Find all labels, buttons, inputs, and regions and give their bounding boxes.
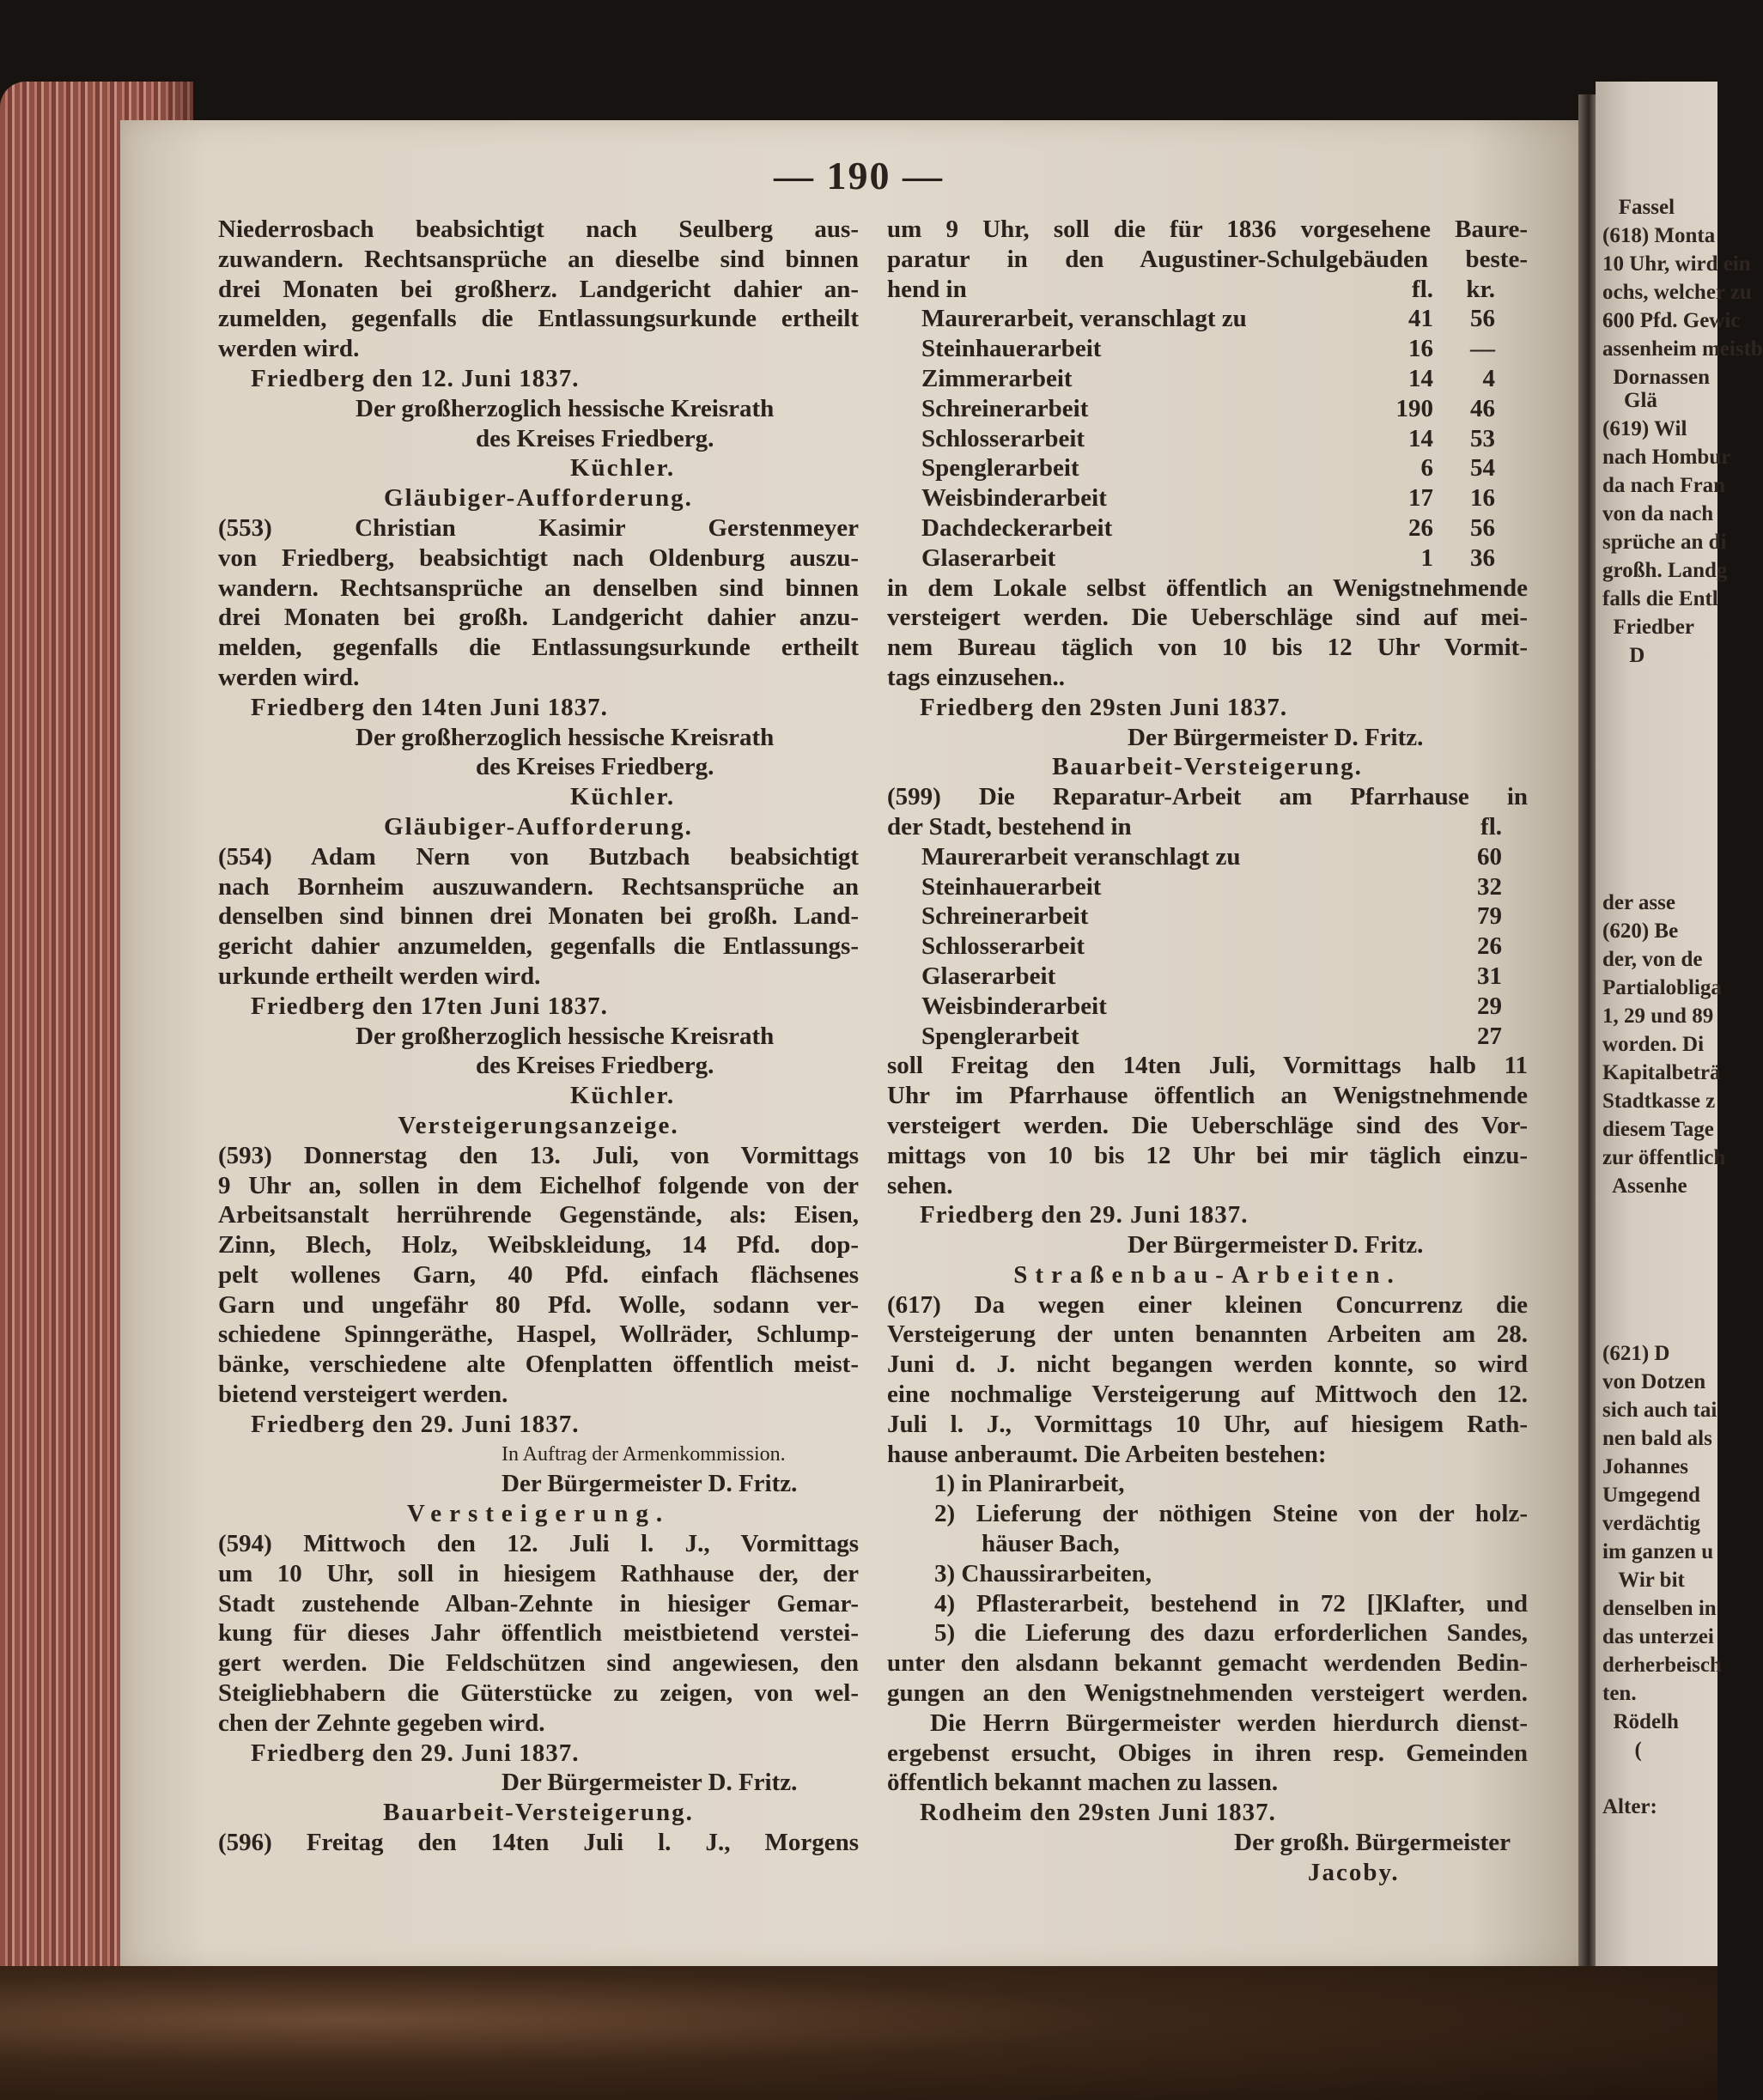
amount-florin: 32 [1477, 872, 1502, 901]
text-line: Fassel [1602, 196, 1675, 219]
work-item: der Stadt, bestehend in [887, 812, 1132, 841]
text-line: Der großherzoglich hessische Kreisrath [356, 394, 775, 422]
notice-heading: Bauarbeit-Versteigerung. [1052, 753, 1363, 781]
notice-heading: Straßenbau-Arbeiten. [1013, 1260, 1401, 1289]
text-line: 5) die Lieferung des dazu erforderlichen Sandes, [934, 1619, 1528, 1648]
text-line: (553) Christian Kasimir Gerstenmeyer [218, 513, 859, 542]
text-line: gericht dahier anzumelden, gegenfalls die Entlassungs- [218, 932, 859, 961]
text-line: derherbeisch [1602, 1654, 1722, 1677]
text-line: (621) D [1602, 1342, 1670, 1365]
work-item: Weisbinderarbeit [921, 992, 1107, 1020]
text-line: Der Bürgermeister D. Fritz. [502, 1470, 798, 1498]
facing-page-text-block [1602, 1339, 1722, 1821]
text-line: um 10 Uhr, soll in hiesigem Rathhause der, der [218, 1559, 859, 1587]
text-line: im ganzen u [1602, 1540, 1714, 1563]
text-line: Friedberg den 29sten Juni 1837. [920, 693, 1288, 721]
text-line: des Kreises Friedberg. [476, 1052, 714, 1080]
amount-florin: 190 [1395, 394, 1433, 422]
text-line: zur öffentlich [1602, 1146, 1726, 1169]
text-line: da nach Fran [1602, 474, 1726, 497]
text-line: sehen. [887, 1171, 953, 1199]
left-column [218, 215, 859, 1858]
text-line: Alter: [1602, 1795, 1657, 1818]
text-line: nem Bureau täglich von 10 bis 12 Uhr Vormit- [887, 634, 1528, 662]
text-line: denselben sind binnen drei Monaten bei großh. Land- [218, 902, 859, 931]
page-number: — 190 — [774, 154, 944, 197]
table-row [887, 932, 1528, 962]
notice-heading: Gläubiger-Aufforderung. [384, 812, 693, 841]
text-line: 3) Chaussirarbeiten, [934, 1559, 1152, 1587]
text-line: verdächtig [1602, 1512, 1700, 1535]
text-line: ochs, welcher zu [1602, 281, 1752, 304]
work-item: Glaserarbeit [921, 543, 1056, 572]
amount-florin: fl. [1480, 812, 1502, 841]
table-row [887, 543, 1528, 574]
text-line: Der großherzoglich hessische Kreisrath [356, 1022, 775, 1050]
text-line: 1, 29 und 89 [1602, 1004, 1714, 1028]
facing-page-text-block [1602, 889, 1725, 1200]
text-line: werden wird. [218, 663, 360, 691]
text-line: hause anberaumt. Die Arbeiten bestehen: [887, 1440, 1327, 1468]
text-line: Friedberg den 17ten Juni 1837. [251, 992, 608, 1020]
text-line: nach Bornheim auszuwandern. Rechtsansprüche an [218, 872, 859, 901]
text-line: Dornassen [1602, 366, 1711, 389]
text-line: schiedene Spinngeräthe, Haspel, Wollräder, Schlump- [218, 1320, 859, 1349]
text-line: Friedberg den 29. Juni 1837. [251, 1739, 580, 1767]
text-line: Umgegend [1602, 1484, 1700, 1507]
text-line: von Dotzen [1602, 1370, 1706, 1393]
amount-florin: 26 [1408, 513, 1433, 542]
text-line: nach Hombur [1602, 446, 1731, 469]
table-row [887, 394, 1528, 424]
table-row [887, 483, 1528, 513]
table-row [887, 872, 1528, 902]
text-line: Der großh. Bürgermeister [1234, 1829, 1511, 1857]
text-line: Küchler. [570, 454, 676, 483]
table-row [887, 453, 1528, 483]
amount-florin: 14 [1408, 364, 1433, 392]
amount-florin: 26 [1477, 932, 1502, 961]
text-line: Versteigerung der unten benannten Arbeiten am 28. [887, 1320, 1528, 1349]
text-line: Juni d. J. nicht begangen werden konnte, so wird [887, 1350, 1528, 1379]
text-line: Der großherzoglich hessische Kreisrath [356, 723, 775, 751]
work-item: Spenglerarbeit [921, 454, 1079, 483]
text-line: denselben in [1602, 1597, 1717, 1620]
text-line: Friedber [1602, 616, 1694, 639]
work-item: Steinhauerarbeit [921, 872, 1102, 901]
amount-kreuzer: 53 [1470, 424, 1495, 452]
amount-florin: 6 [1420, 454, 1433, 483]
text-line: Assenhe [1602, 1174, 1687, 1198]
work-item: Weisbinderarbeit [921, 484, 1107, 513]
text-line: Der Bürgermeister D. Fritz. [1128, 723, 1424, 751]
text-line: diesem Tage [1602, 1118, 1714, 1141]
text-line: (593) Donnerstag den 13. Juli, von Vormittags [218, 1141, 859, 1169]
text-line: melden, gegenfalls die Entlassungsurkunde ertheilt [218, 634, 859, 662]
work-item: Schlosserarbeit [921, 424, 1085, 452]
text-line: (619) Wil [1602, 417, 1687, 440]
text-line: in dem Lokale selbst öffentlich an Wenigstnehmende [887, 574, 1528, 602]
text-line: Jacoby. [1308, 1858, 1400, 1886]
amount-florin: 79 [1477, 902, 1502, 931]
table-row [887, 812, 1528, 842]
work-item: hend in [887, 275, 967, 303]
table-row [887, 992, 1528, 1022]
text-line: Der Bürgermeister D. Fritz. [502, 1769, 798, 1797]
text-line: Stadtkasse z [1602, 1089, 1716, 1113]
text-line: Rödelh [1602, 1710, 1679, 1733]
text-line: Küchler. [570, 1082, 676, 1110]
table-row [887, 424, 1528, 454]
text-line: Friedberg den 14ten Juni 1837. [251, 693, 608, 721]
work-item: Spenglerarbeit [921, 1022, 1079, 1050]
text-line: Johannes [1602, 1455, 1689, 1478]
text-line: des Kreises Friedberg. [476, 753, 714, 781]
amount-kreuzer: 4 [1482, 364, 1495, 392]
text-line: Rodheim den 29sten Juni 1837. [920, 1799, 1276, 1827]
work-item: Steinhauerarbeit [921, 335, 1102, 363]
notice-heading: Bauarbeit-Versteigerung. [383, 1799, 694, 1827]
text-line: Zinn, Blech, Holz, Weibskleidung, 14 Pfd. dop- [218, 1231, 859, 1259]
text-line: chen der Zehnte gegeben wird. [218, 1709, 545, 1737]
text-line: (554) Adam Nern von Butzbach beabsichtigt [218, 842, 859, 871]
amount-florin: 1 [1420, 543, 1433, 572]
amount-kreuzer: 16 [1470, 484, 1495, 513]
text-line: ( [1602, 1739, 1642, 1762]
amount-kreuzer: 54 [1470, 454, 1495, 483]
table-row [887, 364, 1528, 394]
text-line: urkunde ertheilt werden wird. [218, 962, 541, 990]
text-line: gungen an den Wenigstnehmenden versteigert werden. [887, 1679, 1528, 1708]
text-line: 9 Uhr an, sollen in dem Eichelhof folgende von der [218, 1171, 859, 1199]
notice-heading: Gläubiger-Aufforderung. [384, 484, 693, 513]
work-item: Schreinerarbeit [921, 394, 1089, 422]
text-line: 1) in Planirarbeit, [934, 1470, 1125, 1498]
text-line: großh. Landg [1602, 559, 1728, 582]
text-line: der asse [1602, 891, 1675, 914]
text-line: assenheim meistb [1602, 337, 1763, 361]
text-line: ten. [1602, 1682, 1637, 1705]
text-line: (617) Da wegen einer kleinen Concurrenz die [887, 1290, 1528, 1319]
text-line: unter den alsdann bekannt gemacht werdenden Bedin- [887, 1649, 1528, 1678]
table-row [887, 1022, 1528, 1052]
text-line: paratur in den Augustiner-Schulgebäuden beste- [887, 245, 1528, 273]
text-line: (620) Be [1602, 920, 1679, 943]
text-line: versteigert werden. Die Ueberschläge sind des Vor- [887, 1111, 1528, 1139]
text-line: Garn und ungefähr 80 Pfd. Wolle, sodann ver- [218, 1290, 859, 1319]
table-row [887, 513, 1528, 543]
work-item: Dachdeckerarbeit [921, 513, 1113, 542]
text-line: (599) Die Reparatur-Arbeit am Pfarrhause in [887, 783, 1528, 811]
text-line: Wir bit [1602, 1569, 1685, 1592]
text-line: worden. Di [1602, 1033, 1705, 1056]
text-line: (594) Mittwoch den 12. Juli l. J., Vormittags [218, 1530, 859, 1558]
text-line: ergebenst ersucht, Obiges in ihren resp. Gemeinden [887, 1739, 1528, 1767]
amount-florin: 27 [1477, 1022, 1502, 1050]
amount-kreuzer: — [1470, 335, 1495, 363]
text-line: Der Bürgermeister D. Fritz. [1128, 1231, 1424, 1259]
amount-kreuzer: 36 [1470, 543, 1495, 572]
text-line: 2) Lieferung der nöthigen Steine von der holz- [934, 1500, 1528, 1528]
text-line: Friedberg den 29. Juni 1837. [251, 1410, 580, 1438]
table-row [887, 275, 1528, 305]
text-line: sich auch tai [1602, 1399, 1717, 1422]
text-line: Niederrosbach beabsichtigt nach Seulberg aus- [218, 215, 859, 243]
work-item: Maurerarbeit, veranschlagt zu [921, 305, 1247, 333]
table-row [887, 304, 1528, 334]
text-line: nen bald als [1602, 1427, 1712, 1450]
facing-page-text-block [1602, 386, 1730, 670]
text-line: soll Freitag den 14ten Juli, Vormittags halb 11 [887, 1052, 1528, 1080]
text-line: wandern. Rechtsansprüche an denselben sind binnen [218, 574, 859, 602]
amount-florin: 17 [1408, 484, 1433, 513]
amount-florin: 29 [1477, 992, 1502, 1020]
text-line: des Kreises Friedberg. [476, 424, 714, 452]
text-line: pelt wollenes Garn, 40 Pfd. einfach flächsenes [218, 1260, 859, 1289]
amount-florin: 14 [1408, 424, 1433, 452]
work-item: Zimmerarbeit [921, 364, 1073, 392]
right-column [887, 215, 1528, 1888]
text-line: Glä [1602, 389, 1657, 412]
amount-kreuzer: kr. [1466, 275, 1495, 303]
text-line: drei Monaten bei großh. Landgericht dahier anzu- [218, 604, 859, 632]
text-line: Kapitalbeträ [1602, 1061, 1721, 1084]
text-line: Uhr im Pfarrhause öffentlich an Wenigstnehmende [887, 1082, 1528, 1110]
text-line: falls die Entl [1602, 587, 1718, 610]
text-line: Die Herrn Bürgermeister werden hierdurch dienst- [930, 1709, 1528, 1737]
text-line: mittags von 10 bis 12 Uhr bei mir täglich einzu- [887, 1141, 1528, 1169]
text-line: Steigliebhabern die Güterstücke zu zeigen, von wel- [218, 1679, 859, 1708]
amount-florin: 31 [1477, 962, 1502, 990]
text-line: Arbeitsanstalt herrührende Gegenstände, als: Eisen, [218, 1201, 859, 1229]
text-line: bänke, verschiedene alte Ofenplatten öffentlich meist- [218, 1350, 859, 1379]
table-row [887, 901, 1528, 932]
text-line: der, von de [1602, 948, 1703, 971]
amount-florin: 41 [1408, 305, 1433, 333]
book-cover-bottom [0, 1966, 1717, 2100]
table-row [887, 962, 1528, 992]
text-line: öffentlich bekannt machen zu lassen. [887, 1769, 1279, 1797]
text-line: In Auftrag der Armenkommission. [502, 1442, 786, 1466]
text-line: von Friedberg, beabsichtigt nach Oldenburg auszu- [218, 543, 859, 572]
text-line: das unterzei [1602, 1625, 1714, 1648]
text-line: gert werden. Die Feldschützen sind angewiesen, den [218, 1649, 859, 1678]
work-item: Schreinerarbeit [921, 902, 1089, 931]
work-item: Maurerarbeit veranschlagt zu [921, 842, 1241, 871]
table-row [887, 842, 1528, 872]
text-line: sprüche an di [1602, 531, 1727, 554]
text-line: tags einzusehen.. [887, 663, 1066, 691]
amount-florin: 60 [1477, 842, 1502, 871]
text-line: Friedberg den 12. Juni 1837. [251, 364, 580, 392]
amount-florin: fl. [1412, 275, 1433, 303]
notice-heading: Versteigerung. [406, 1500, 671, 1528]
facing-page [1596, 82, 1763, 1970]
facing-page-text-block [1602, 193, 1763, 391]
text-line: Juli l. J., Vormittags 10 Uhr, auf hiesigem Rath- [887, 1410, 1528, 1438]
text-line: bietend versteigert werden. [218, 1381, 508, 1409]
amount-kreuzer: 46 [1470, 394, 1495, 422]
text-line: zumelden, gegenfalls die Entlassungsurkunde ertheilt [218, 305, 859, 333]
text-line: häuser Bach, [982, 1530, 1120, 1558]
text-line: (618) Monta [1602, 224, 1716, 247]
text-line: 10 Uhr, wird ein [1602, 252, 1751, 276]
work-item: Glaserarbeit [921, 962, 1056, 990]
text-line: zuwandern. Rechtsansprüche an dieselbe sind binnen [218, 245, 859, 273]
text-line: versteigert werden. Die Ueberschläge sind auf mei- [887, 604, 1528, 632]
text-line: Stadt zustehende Alban-Zehnte in hiesiger Gemar- [218, 1589, 859, 1617]
text-line: Friedberg den 29. Juni 1837. [920, 1201, 1249, 1229]
work-item: Schlosserarbeit [921, 932, 1085, 961]
text-line: Küchler. [570, 783, 676, 811]
notice-heading: Versteigerungsanzeige. [398, 1111, 679, 1139]
text-line: von da nach [1602, 502, 1714, 525]
table-row [887, 334, 1528, 364]
text-line: eine nochmalige Versteigerung auf Mittwoch den 12. [887, 1381, 1528, 1409]
amount-kreuzer: 56 [1470, 513, 1495, 542]
text-line: (596) Freitag den 14ten Juli l. J., Morgens [218, 1829, 859, 1857]
amount-florin: 16 [1408, 335, 1433, 363]
text-line: 600 Pfd. Gewic [1602, 309, 1741, 332]
text-line: D [1602, 644, 1645, 667]
text-line [1602, 1764, 1722, 1793]
text-line: um 9 Uhr, soll die für 1836 vorgesehene Baure- [887, 215, 1528, 243]
text-line: drei Monaten bei großherz. Landgericht dahier an- [218, 275, 859, 303]
text-line: Partialobliga [1602, 976, 1722, 999]
text-line: 4) Pflasterarbeit, bestehend in 72 []Klafter, und [934, 1589, 1528, 1617]
text-line: kung für dieses Jahr öffentlich meistbietend verstei- [218, 1619, 859, 1648]
amount-kreuzer: 56 [1470, 305, 1495, 333]
text-line: werden wird. [218, 335, 360, 363]
